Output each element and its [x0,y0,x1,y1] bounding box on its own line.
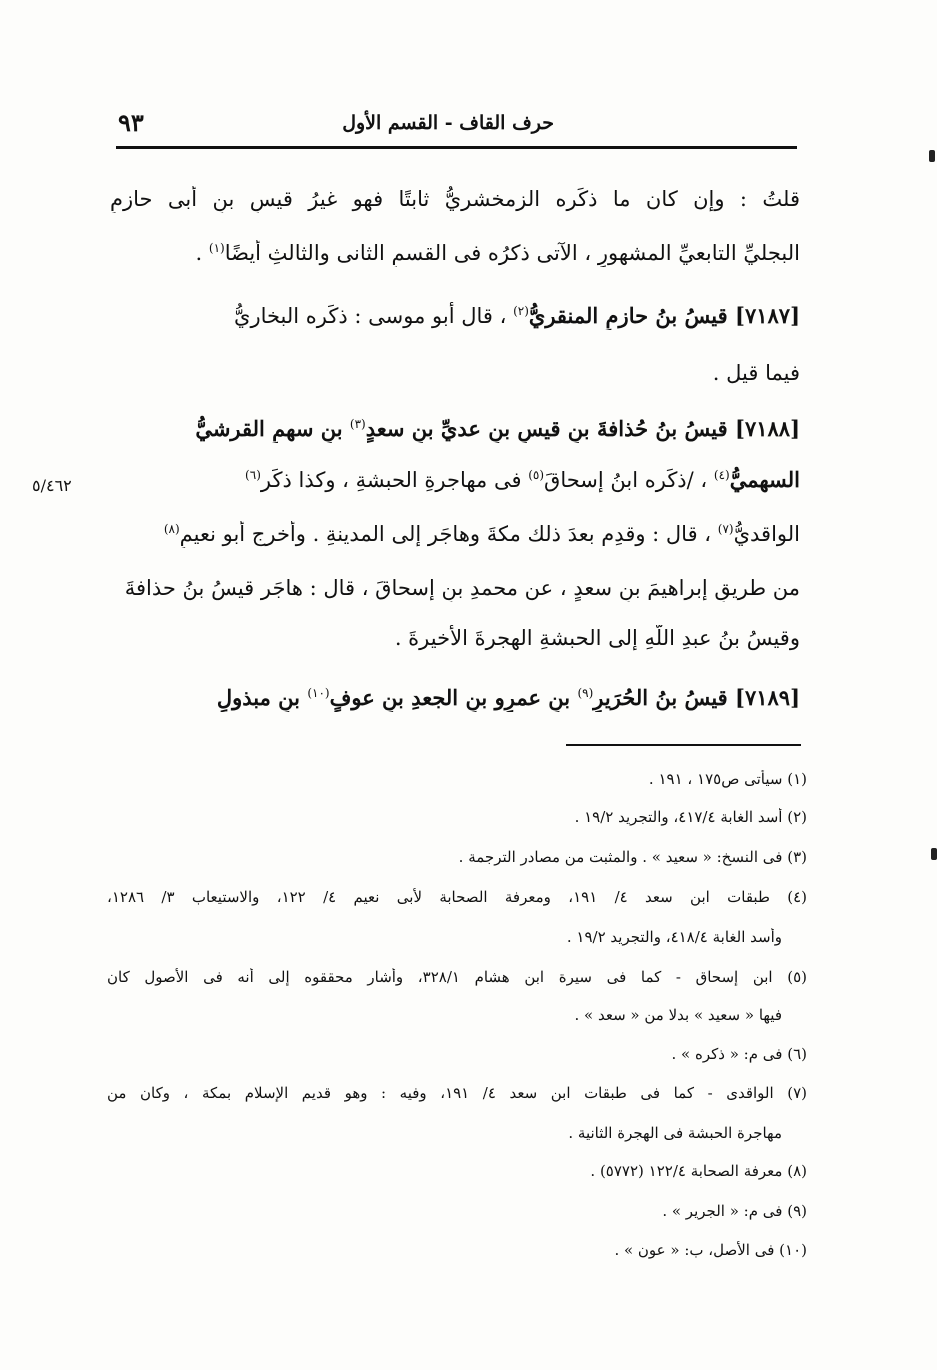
footnote-ref-5: (٥) [528,468,545,482]
footnote-ref-2: (٢) [513,304,529,318]
entry-7187-heading: [٧١٨٧] قيسُ بنُ حازمٍ المنقريُّ [528,303,800,328]
footnote-1: (١) سيأتى ص١٧٥ ، ١٩١ . [648,770,807,788]
scan-edge-mark [931,848,937,860]
entry-7188-text-3: ، قال : وقدِم بعدَ ذلك مكةَ وهاجَر إلى المدينةِ . وأخرج أبو نعيمٍ [179,522,718,546]
footnote-5-continued: فيها « سعيد » بدلا من « سعد » . [574,1006,782,1024]
footnote-ref-3: (٣) [349,417,366,431]
footnote-4: (٤) طبقات ابن سعد ٤/ ١٩١، ومعرفة الصحابة لأبى نعيم ٤/ ١٢٢، والاستيعاب ٣/ ١٢٨٦، [107,888,807,906]
entry-7188-nisba: السهميُّ [729,467,800,492]
entry-7189-line-1 [110,684,800,712]
footnote-ref-10: (١٠) [307,686,330,700]
entry-7189-heading: [٧١٨٩] قيسُ بنُ الحُرَيرِ [593,685,800,710]
footnote-6: (٦) فى م: « ذكره » . [671,1045,807,1063]
footnote-7-continued: مهاجرة الحبشة فى الهجرة الثانية . [568,1124,782,1142]
body-line-2-end: . [195,241,209,265]
footnote-ref-1: (١) [208,241,225,255]
entry-7188-line-3 [110,521,800,548]
footnote-ref-4: (٤) [713,468,730,482]
footnote-separator [566,744,801,746]
running-header-title: حرف القاف - القسم الأول [342,112,554,134]
entry-7188-text-2a: ، /ذكَره ابنُ إسحاقَ [544,468,714,492]
entry-7187-line-1 [110,302,800,330]
entry-7188-line-4: من طريقِ إبراهيمَ بنِ سعدٍ ، عن محمدِ بنِ إسحاقَ ، قال : هاجَر قيسُ بنُ حذافةَ [124,576,800,600]
entry-7188-waqidi: الواقديُّ [733,522,800,546]
entry-7189-heading-mid: بنِ عمرِو بنِ الجعدِ بنِ عوفٍ [329,685,578,710]
footnote-ref-8: (٨) [163,522,180,536]
footnote-2: (٢) أسد الغابة ٤١٧/٤، والتجريد ١٩/٢ . [574,808,807,826]
entry-7188-line-1 [110,415,800,443]
footnote-9: (٩) فى م: « الجرير » . [662,1202,807,1220]
entry-7188-line-2 [110,466,800,494]
footnote-ref-6: (٦) [245,468,261,482]
footnote-3: (٣) فى النسخ: « سعيد » . والمثبت من مصادر الترجمة . [458,848,807,866]
footnote-5: (٥) ابن إسحاق - كما فى سيرة ابن هشام ٣٢٨/١، وأشار محققوه إلى أنه فى الأصول كان [107,968,807,986]
body-line-2 [110,240,800,267]
footnote-7: (٧) الواقدى - كما فى طبقات ابن سعد ٤/ ١٩١، وفيه : وهو قديم الإسلام بمكة ، وكان من [107,1084,807,1102]
footnote-ref-7: (٧) [717,522,734,536]
entry-7188-text-2b: فى مهاجرةِ الحبشةِ ، وكذا ذكَر [260,468,529,492]
footnote-10: (١٠) فى الأصل، ب: « عون » . [614,1241,807,1259]
entry-7188-line-5: وقيسُ بنُ عبدِ اللَّهِ إلى الحبشةِ الهجرةَ الأخيرةَ . [394,626,800,650]
body-line-2-text: البجليِّ التابعيِّ المشهورِ ، الآتى ذكرُه فى القسمِ الثانى والثالثِ أيضًا [224,241,800,265]
entry-7187-line-2: فيما قيل . [712,361,800,385]
body-line-1: قلتُ : وإن كان ما ذكَره الزمخشريُّ ثابتًا فهو غيرُ قيسِ بنِ أبى حازمٍ [110,187,800,211]
margin-volume-reference: ٥/٤٦٢ [32,476,72,495]
footnote-4-continued: وأسد الغابة ٤١٨/٤، والتجريد ١٩/٢ . [566,928,782,946]
scan-edge-mark [929,150,935,162]
page-number: ٩٣ [118,108,144,137]
footnote-ref-9: (٩) [577,686,594,700]
entry-7187-text: ، قال أبو موسى : ذكَره البخاريُّ [234,304,514,328]
footnote-8: (٨) معرفة الصحابة ١٢٢/٤ (٥٧٧٢) . [590,1162,807,1180]
header-rule [116,146,797,149]
entry-7189-heading-tail: بنِ مبذولٍ [216,685,308,710]
entry-7188-heading: [٧١٨٨] قيسُ بنُ حُذافةَ بنِ قيسِ بنِ عديِّ بنِ سعدٍ [365,416,800,441]
entry-7188-heading-tail: بنِ سهمٍ القرشيُّ [195,416,350,441]
